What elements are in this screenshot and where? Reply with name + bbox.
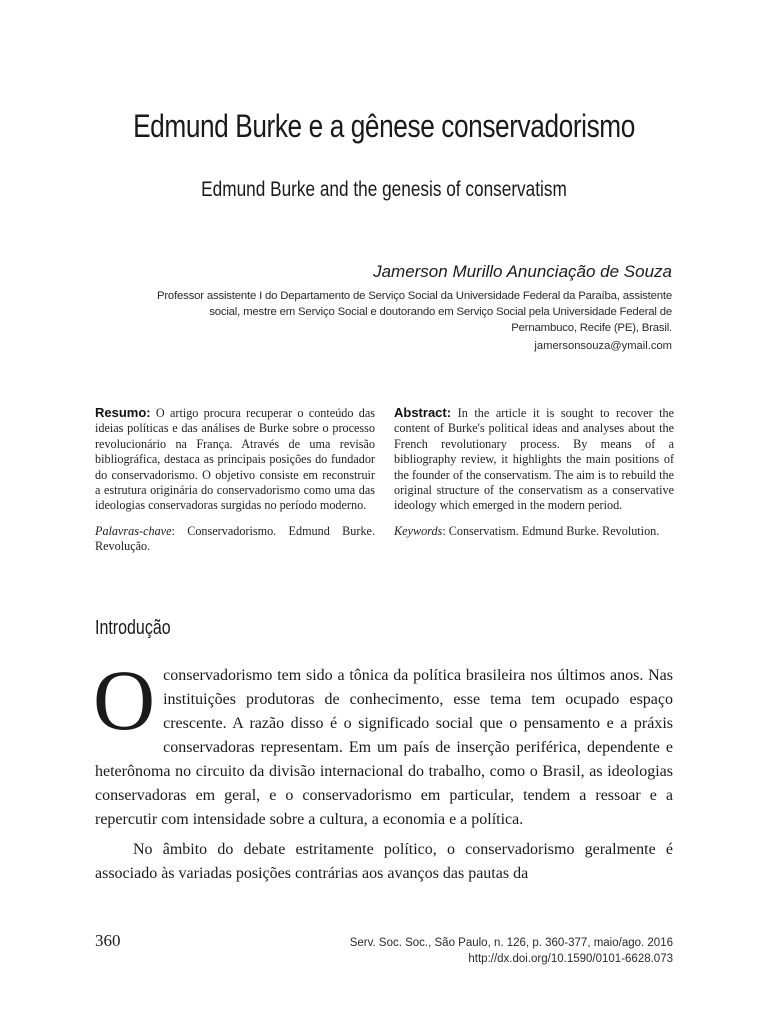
resumo-text: O artigo procura recuperar o conteúdo das ideias políticas e das análises de Burke sobre o processo revolucionário na França. Através de uma revisão bibliográfica, destaca as principais posições do fundador do conservadorismo. O objetivo consiste em reconstruir a estrutura originária do conservadorismo como uma das ideologias conservadoras surgidas no período moderno.	[95, 406, 375, 513]
body-paragraph-2: No âmbito do debate estritamente político, o conservadorismo geralmente é associado às variadas posições contrárias aos avanços das pautas da	[95, 841, 673, 882]
page-number: 360	[95, 931, 121, 950]
article-title: Edmund Burke e a gênese conservadorismo	[133, 108, 635, 144]
journal-citation: Serv. Soc. Soc., São Paulo, n. 126, p. 360-377, maio/ago. 2016	[349, 937, 673, 949]
abstract-column	[394, 405, 674, 539]
footer-citation	[350, 935, 673, 967]
resumo-keywords-text: : Conservadorismo. Edmund Burke. Revolução.	[95, 523, 375, 554]
resumo-paragraph	[95, 405, 375, 514]
abstract-label: Abstract:	[394, 405, 452, 420]
body-paragraph-1	[93, 652, 673, 832]
section-heading-introduction: Introdução	[95, 617, 171, 639]
author-name: Jamerson Murillo Anunciação de Souza	[373, 262, 672, 281]
abstract-keywords-text: : Conservatism. Edmund Burke. Revolution.	[442, 523, 660, 538]
body-paragraph-1-text: conservadorismo tem sido a tônica da política brasileira nos últimos anos. Nas instituições produtoras de conhecimento, esse tema tem ocupado espaço crescente. A razão disso é o significado social que o pensamento e a práxis conservadoras representam. Em um país de inserção periférica, dependente e heterônoma no circuito da divisão internacional do trabalho, como o Brasil, as ideologias conservadoras em geral, e o conservadorismo em particular, tendem a ressoar e a repercutir com intensidade sobre a cultura, a economia e a política.	[95, 667, 673, 828]
author-email[interactable]: jamersonsouza@ymail.com	[534, 340, 672, 352]
author-affiliation: Professor assistente I do Departamento de Serviço Social da Universidade Federal da Paraíba, assistente social, mestre em Serviço Social e doutorando em Serviço Social pela Universidade Federal de Pernambuco, Recife (PE), Brasil.	[156, 290, 672, 334]
abstract-paragraph	[394, 405, 674, 514]
resumo-label: Resumo:	[95, 405, 151, 420]
abstract-text: In the article it is sought to recover the content of Burke's political ideas and analyses about the French revolutionary process. By means of a bibliography review, it highlights the main positions of the founder of the conservatism. The aim is to rebuild the original structure of the conservatism as a conservative ideology which emerged in the modern period.	[394, 406, 674, 513]
abstract-keywords-label: Keywords	[394, 523, 443, 538]
article-subtitle: Edmund Burke and the genesis of conservatism	[201, 178, 567, 201]
body-text	[93, 652, 673, 886]
resumo-keywords	[95, 524, 375, 555]
resumo-column	[95, 405, 375, 555]
doi-link[interactable]: http://dx.doi.org/10.1590/0101-6628.073	[468, 953, 673, 965]
abstract-keywords	[394, 524, 674, 539]
drop-cap: O	[93, 652, 156, 748]
author-block	[152, 262, 672, 352]
resumo-keywords-label: Palavras-chave	[95, 523, 172, 538]
